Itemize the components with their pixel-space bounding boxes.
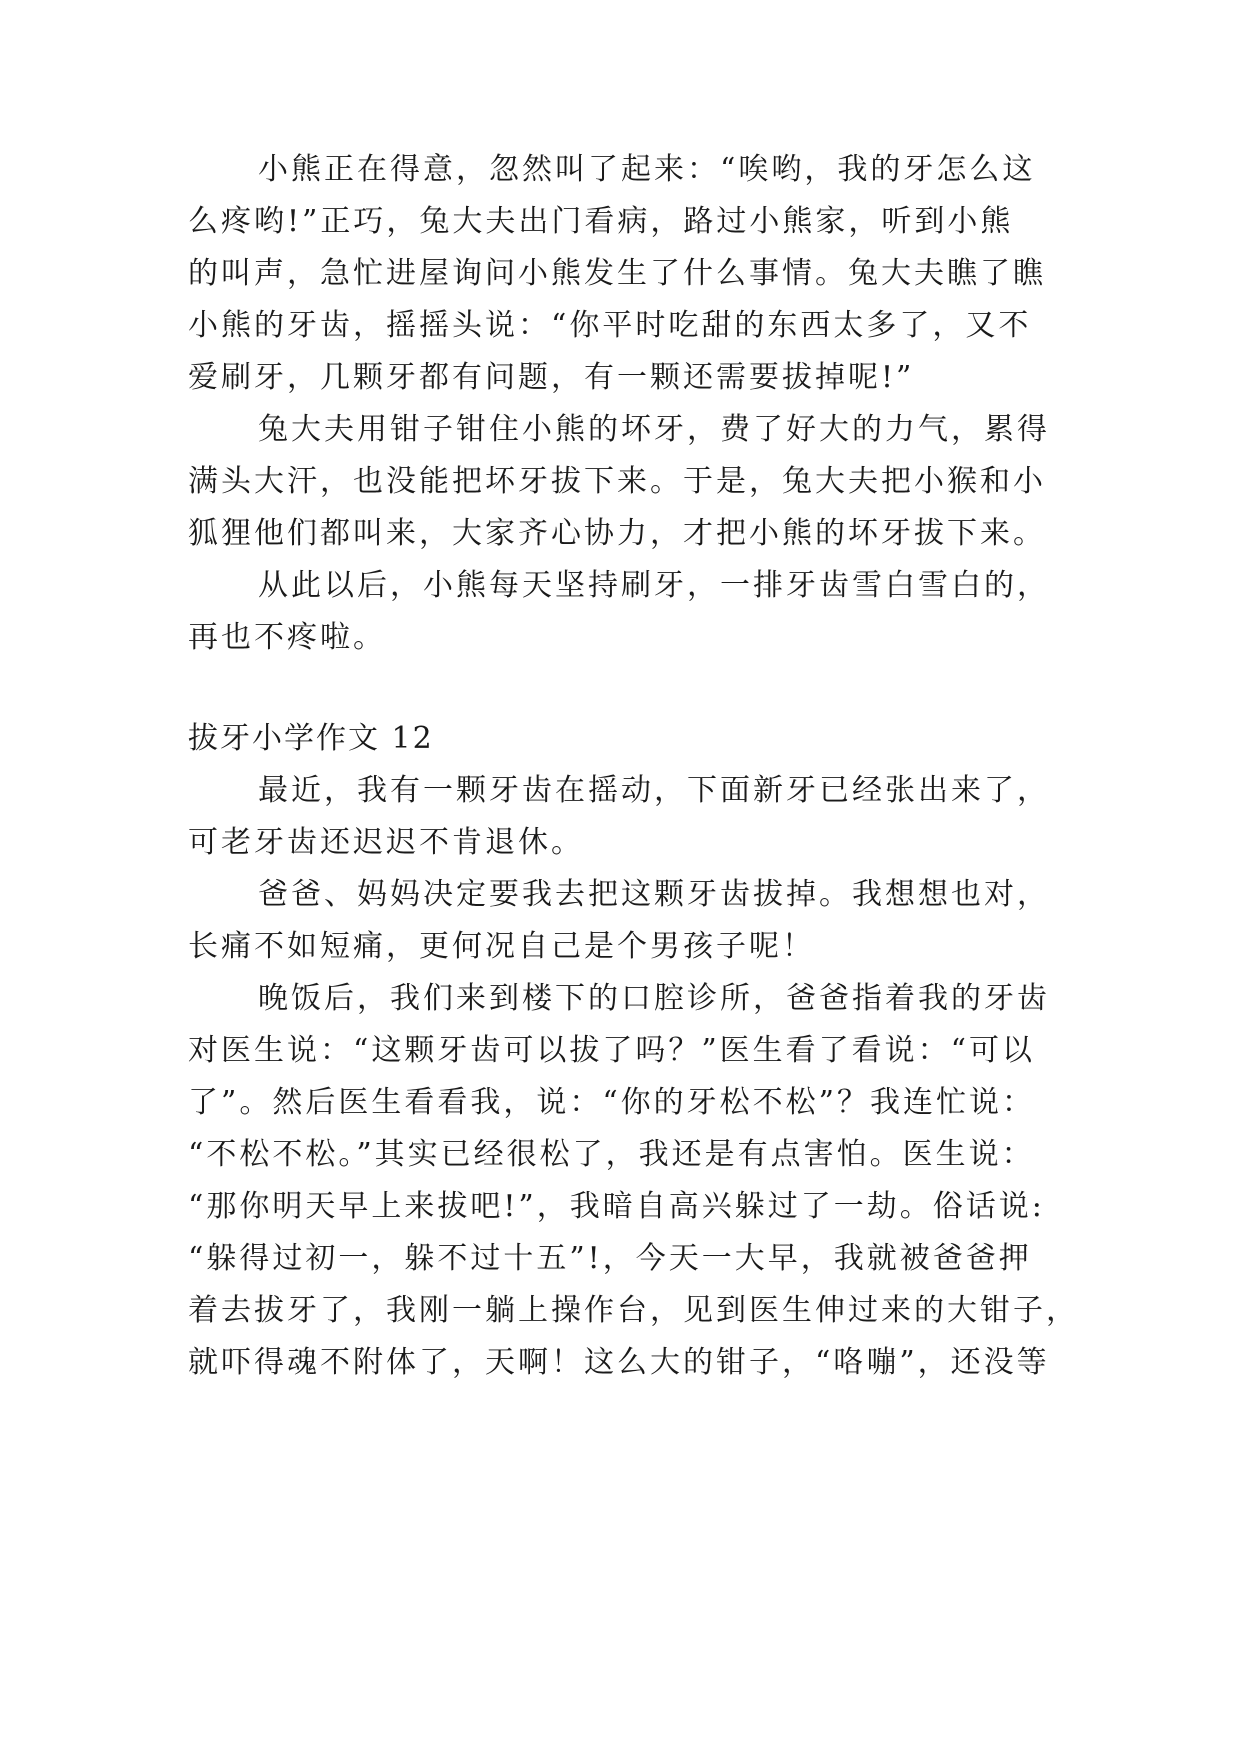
- text-line: 可老牙齿还迟迟不肯退休。: [188, 825, 584, 860]
- text-line: 狐狸他们都叫来，大家齐心协力，才把小熊的坏牙拔下来。: [188, 516, 1046, 551]
- text-line: 就吓得魂不附体了，天啊！这么大的钳子，“咯嘣”，还没等: [188, 1345, 1050, 1380]
- section-title: 拔牙小学作文 12: [188, 721, 434, 756]
- text-line: 么疼哟!”正巧，兔大夫出门看病，路过小熊家，听到小熊: [188, 204, 1014, 239]
- text-line: 对医生说：“这颗牙齿可以拔了吗？”医生看了看说：“可以: [188, 1033, 1036, 1068]
- text-line: 长痛不如短痛，更何况自己是个男孩子呢！: [188, 929, 815, 964]
- text-line: 的叫声，急忙进屋询问小熊发生了什么事情。兔大夫瞧了瞧: [188, 256, 1046, 291]
- text-line: 小熊的牙齿，摇摇头说：“你平时吃甜的东西太多了，又不: [188, 308, 1032, 343]
- text-line: 满头大汗，也没能把坏牙拔下来。于是，兔大夫把小猴和小: [188, 464, 1046, 499]
- text-line: 了”。然后医生看看我，说：“你的牙松不松”？我连忙说：: [188, 1085, 1036, 1120]
- text-line: “躲得过初一，躲不过十五”!，今天一大早，我就被爸爸押: [188, 1241, 1032, 1276]
- text-line: 从此以后，小熊每天坚持刷牙，一排牙齿雪白雪白的，: [258, 568, 1050, 603]
- text-line: 着去拔牙了，我刚一躺上操作台，见到医生伸过来的大钳子，: [188, 1293, 1079, 1328]
- text-line: 最近，我有一颗牙齿在摇动，下面新牙已经张出来了，: [258, 773, 1050, 808]
- text-line: 小熊正在得意，忽然叫了起来：“唉哟，我的牙怎么这: [258, 152, 1036, 187]
- text-line: 再也不疼啦。: [188, 620, 386, 655]
- text-line: “不松不松。”其实已经很松了，我还是有点害怕。医生说：: [188, 1137, 1035, 1172]
- text-line: 爱刷牙，几颗牙都有问题，有一颗还需要拔掉呢!”: [188, 360, 915, 395]
- text-line: 兔大夫用钳子钳住小熊的坏牙，费了好大的力气，累得: [258, 412, 1050, 447]
- text-line: 爸爸、妈妈决定要我去把这颗牙齿拔掉。我想想也对，: [258, 877, 1050, 912]
- text-line: 晚饭后，我们来到楼下的口腔诊所，爸爸指着我的牙齿: [258, 981, 1050, 1016]
- text-line: “那你明天早上来拔吧!”，我暗自高兴躲过了一劫。俗话说:: [188, 1189, 1045, 1224]
